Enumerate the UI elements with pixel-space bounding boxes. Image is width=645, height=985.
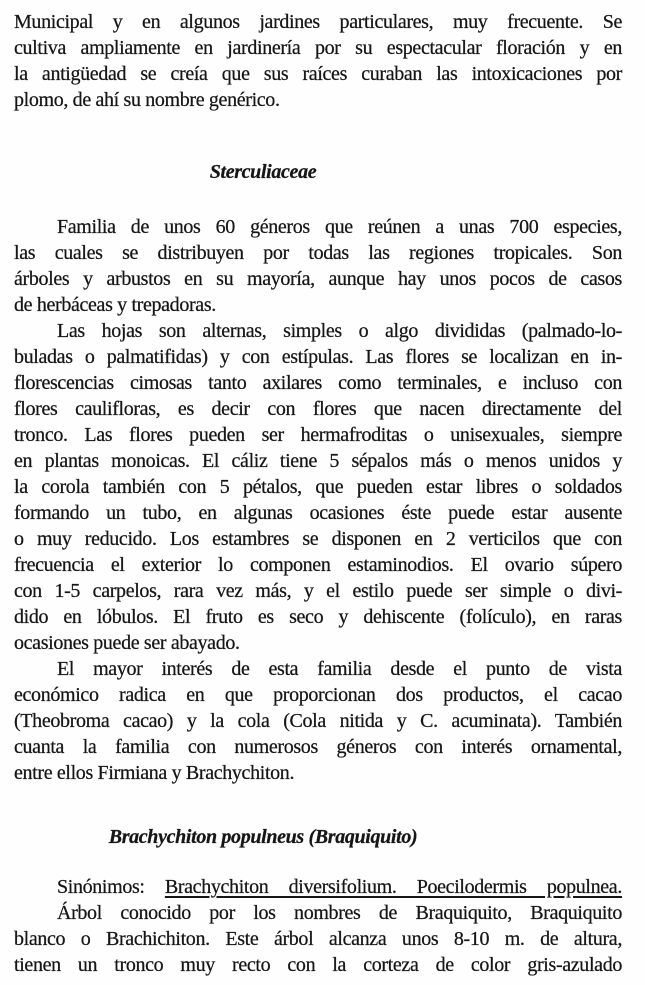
section-heading-sterculiaceae: Sterculiaceae [209,161,317,183]
paragraph-intro [14,9,622,113]
text-line: económico radica en que proporcionan dos productos, el cacao [14,684,622,706]
text-line: árboles y arbustos en su mayoría, aunque hay unos pocos de casos [14,268,622,290]
text-line: Las hojas son alternas, simples o algo divididas (palmado-lo- [57,320,622,342]
text-line: florescencias cimosas tanto axilares como terminales, e incluso con [14,372,622,394]
text-line: con 1-5 carpelos, rara vez más, y el estilo puede ser simple o divi- [14,580,622,602]
section-heading-brachychiton-populneus: Brachychiton populneus (Braquiquito) [108,826,418,848]
text-line: Familia de unos 60 géneros que reúnen a unas 700 especies, [57,216,622,238]
text-line: tienen un tronco muy recto con la corteza de color gris-azulado [14,954,622,976]
text-line: cultiva ampliamente en jardinería por su espectacular floración y en [14,37,622,59]
text-line: de herbáceas y trepadoras. [14,294,216,316]
paragraph-family [14,214,622,318]
text-line: las cuales se distribuyen por todas las regiones tropicales. Son [14,242,622,264]
text-line: blanco o Brachichiton. Este árbol alcanza unos 8-10 m. de altura, [14,928,622,950]
text-line: cuanta la familia con numerosos géneros con interés ornamental, [14,736,622,758]
text-line: o muy reducido. Los estambres se disponen en 2 verticilos que con [14,528,622,550]
text-line: tronco. Las flores pueden ser hermafroditas o unisexuales, siempre [14,424,622,446]
text-line: (Theobroma cacao) y la cola (Cola nitida y C. acuminata). También [14,710,622,732]
text-line: dido en lóbulos. El fruto es seco y dehiscente (folículo), en raras [14,606,622,628]
text-line: flores caulifloras, es decir con flores que nacen directamente del [14,398,622,420]
text-line: entre ellos Firmiana y Brachychiton. [14,762,295,784]
paragraph-economic [14,656,622,786]
text-line: la antigüedad se creía que sus raíces curaban las intoxicaciones por [14,63,622,85]
text-line: Municipal y en algunos jardines particulares, muy frecuente. Se [14,11,622,33]
text-line: El mayor interés de esta familia desde el punto de vista [57,658,622,680]
text-line: frecuencia el exterior lo componen estaminodios. El ovario súpero [14,554,622,576]
text-line: la corola también con 5 pétalos, que pueden estar libres o soldados [14,476,622,498]
paragraph-description [14,900,622,978]
text-line [14,874,622,900]
paragraph-synonyms [14,874,622,900]
text-line: ocasiones puede ser abayado. [14,632,240,654]
text-line: plomo, de ahí su nombre genérico. [14,89,280,111]
text-line: formando un tubo, en algunas ocasiones éste puede estar ausente [14,502,622,524]
synonyms-label: Sinónimos: [57,876,165,898]
text-line: en plantas monoicas. El cáliz tiene 5 sépalos más o menos unidos y [14,450,622,472]
text-line: buladas o palmatifidas) y con estípulas. Las flores se localizan en in- [14,346,622,368]
text-line: Árbol conocido por los nombres de Braquiquito, Braquiquito [57,902,622,924]
synonyms-names-underlined: Brachychiton diversifolium. Poecilodermis populnea. [164,876,622,898]
paragraph-morphology [14,318,622,656]
